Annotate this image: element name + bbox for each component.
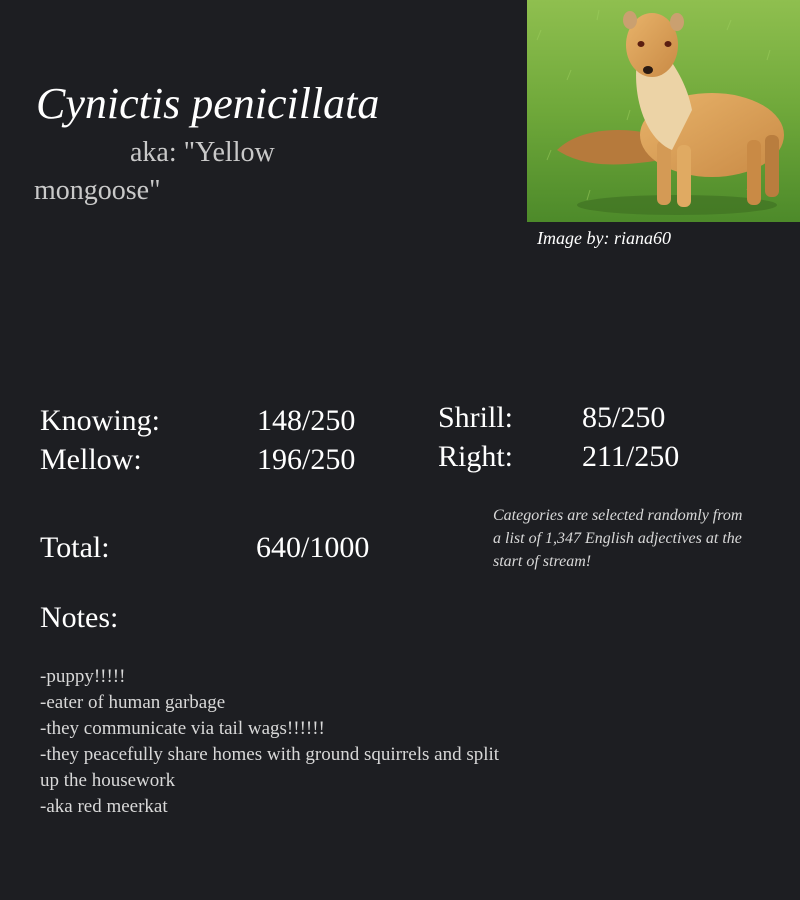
stat-mellow-value: 196/250	[257, 443, 356, 476]
stat-right-value: 211/250	[582, 440, 680, 473]
notes-heading: Notes:	[40, 601, 119, 634]
stat-shrill-label: Shrill:	[438, 401, 514, 434]
note-item: -puppy!!!!!	[40, 666, 126, 687]
stat-knowing-value: 148/250	[257, 404, 356, 437]
image-credit: Image by: riana60	[537, 228, 671, 248]
note-item: -they communicate via tail wags!!!!!!	[40, 718, 325, 739]
common-name-subtitle: aka: "Yellow mongoose"	[34, 137, 275, 206]
note-item: -eater of human garbage	[40, 692, 226, 713]
stat-total-value: 640/1000	[256, 531, 370, 564]
mongoose-photo	[527, 0, 800, 222]
stat-right-label: Right:	[438, 440, 514, 473]
note-item: -aka red meerkat	[40, 796, 168, 817]
stat-shrill-value: 85/250	[582, 401, 666, 434]
scientific-name-title: Cynictis penicillata	[36, 79, 380, 128]
mongoose-illustration	[527, 0, 800, 222]
notes-list	[40, 664, 520, 820]
stat-total-label: Total:	[40, 531, 110, 564]
stat-mellow-label: Mellow:	[40, 443, 142, 476]
categories-note: Categories are selected randomly from a list of 1,347 English adjectives at the start of stream!	[493, 507, 743, 570]
stat-knowing-label: Knowing:	[40, 404, 160, 437]
note-item: -they peacefully share homes with ground squirrels and split up the housework	[40, 744, 500, 791]
